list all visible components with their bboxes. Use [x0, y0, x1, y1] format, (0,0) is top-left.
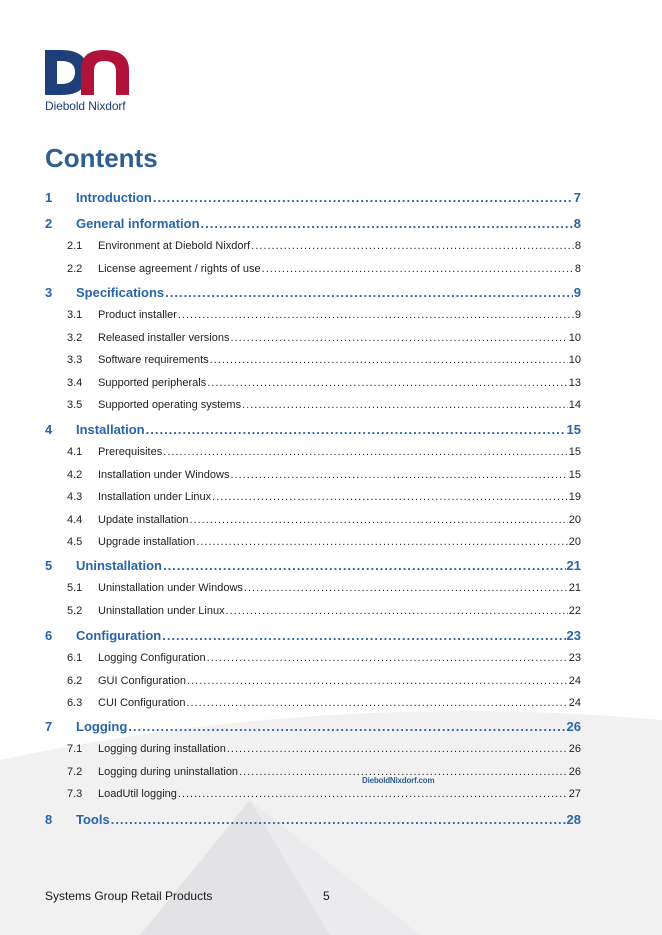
- toc-section[interactable]: [67, 697, 581, 709]
- toc-section-number: 4.4: [67, 513, 83, 526]
- toc-section-number: 4.3: [67, 491, 83, 503]
- toc-leader-dots: [230, 469, 567, 481]
- toc-section-page: 21: [568, 582, 581, 594]
- toc-section-page: 15: [568, 446, 581, 458]
- toc-section-title: Uninstallation under Windows: [98, 582, 243, 594]
- toc-section-page: 14: [568, 399, 581, 411]
- toc-section[interactable]: [67, 605, 581, 617]
- toc-section-title: Logging during uninstallation: [98, 765, 239, 778]
- contents-heading: Contents: [45, 143, 158, 173]
- toc-section-page: 20: [568, 513, 581, 526]
- toc-section-page: 8: [574, 262, 581, 275]
- footer-department: Systems Group Retail Products: [45, 889, 213, 903]
- toc-leader-dots: [146, 422, 566, 437]
- toc-section-page: 10: [568, 354, 581, 366]
- toc-leader-dots: [227, 743, 568, 755]
- toc-section-number: 5.2: [67, 604, 83, 617]
- toc-section[interactable]: [67, 743, 581, 755]
- toc-leader-dots: [226, 605, 568, 617]
- toc-chapter-number: 1: [45, 190, 53, 205]
- toc-section-page: 8: [574, 240, 581, 252]
- toc-leader-dots: [153, 190, 573, 205]
- toc-section-number: 7.1: [67, 743, 83, 755]
- toc-section[interactable]: [67, 788, 581, 800]
- toc-section-number: 5.1: [67, 582, 83, 594]
- toc-section-number: 3.3: [67, 354, 83, 366]
- toc-leader-dots: [186, 697, 567, 709]
- toc-section-title: Logging during installation: [98, 743, 226, 755]
- toc-chapter-title: Logging: [76, 719, 128, 734]
- toc-chapter-title: Introduction: [76, 190, 152, 205]
- toc-chapter-number: 4: [45, 422, 53, 437]
- toc-section-number: 6.1: [67, 652, 83, 664]
- toc-section-page: 23: [568, 652, 581, 664]
- toc-section-number: 2.1: [67, 240, 83, 252]
- toc-section-number: 4.2: [67, 468, 83, 481]
- toc-section-title: LoadUtil logging: [98, 788, 177, 800]
- toc-section-title: Supported peripherals: [98, 376, 207, 389]
- toc-section-title: Product installer: [98, 309, 177, 321]
- brand-name: Diebold Nixdorf: [45, 99, 126, 113]
- toc-section-title: Upgrade installation: [98, 536, 196, 548]
- toc-section-title: Logging Configuration: [98, 652, 206, 664]
- toc-section[interactable]: [67, 582, 581, 594]
- toc-chapter-number: 8: [45, 812, 53, 827]
- toc-section-page: 9: [574, 309, 581, 321]
- toc-section[interactable]: [67, 263, 581, 275]
- toc-section-page: 13: [568, 376, 581, 389]
- toc-section-title: CUI Configuration: [98, 697, 186, 709]
- toc-section-number: 3.1: [67, 309, 83, 321]
- toc-leader-dots: [201, 216, 573, 231]
- toc-chapter-page: 28: [566, 812, 581, 827]
- toc-section-title: Environment at Diebold Nixdorf: [98, 240, 251, 252]
- toc-section-title: Released installer versions: [98, 331, 230, 344]
- toc-chapter[interactable]: [45, 558, 581, 573]
- toc-section-page: 20: [568, 536, 581, 548]
- toc-chapter-number: 5: [45, 558, 53, 573]
- toc-leader-dots: [187, 675, 568, 687]
- toc-section-title: License agreement / rights of use: [98, 262, 261, 275]
- toc-leader-dots: [251, 240, 574, 252]
- toc-leader-dots: [210, 354, 568, 366]
- toc-section[interactable]: [67, 514, 581, 526]
- toc-leader-dots: [207, 377, 568, 389]
- toc-leader-dots: [262, 263, 574, 275]
- toc-section-number: 6.3: [67, 697, 83, 709]
- toc-section[interactable]: [67, 469, 581, 481]
- toc-section-page: 27: [568, 788, 581, 800]
- toc-section-page: 24: [568, 674, 581, 687]
- toc-section-title: Supported operating systems: [98, 399, 242, 411]
- toc-section[interactable]: [67, 446, 581, 458]
- toc-chapter-page: 23: [566, 628, 581, 643]
- toc-chapter-title: Installation: [76, 422, 145, 437]
- toc-section-page: 22: [568, 604, 581, 617]
- toc-section-number: 2.2: [67, 262, 83, 275]
- toc-chapter-page: 9: [573, 285, 581, 300]
- toc-leader-dots: [212, 491, 568, 503]
- toc-leader-dots: [165, 285, 573, 300]
- toc-section[interactable]: [67, 332, 581, 344]
- toc-leader-dots: [178, 309, 574, 321]
- toc-section-number: 3.2: [67, 331, 83, 344]
- toc-section-page: 19: [568, 491, 581, 503]
- toc-section[interactable]: [67, 536, 581, 548]
- toc-chapter[interactable]: [45, 719, 581, 734]
- footer-page-number: 5: [323, 889, 330, 903]
- toc-section[interactable]: [67, 309, 581, 321]
- toc-section-number: 4.5: [67, 536, 83, 548]
- toc-chapter-number: 6: [45, 628, 53, 643]
- toc-leader-dots: [190, 514, 568, 526]
- toc-chapter-title: Tools: [76, 812, 110, 827]
- toc-section-title: Installation under Linux: [98, 491, 212, 503]
- toc-chapter-title: General information: [76, 216, 200, 231]
- toc-chapter[interactable]: [45, 285, 581, 300]
- toc-section-page: 26: [568, 743, 581, 755]
- toc-section-number: 7.2: [67, 765, 83, 778]
- toc-chapter-title: Configuration: [76, 628, 162, 643]
- toc-chapter-page: 7: [573, 190, 581, 205]
- toc-section-title: Installation under Windows: [98, 468, 230, 481]
- toc-chapter-page: 21: [566, 558, 581, 573]
- toc-section[interactable]: [67, 766, 581, 778]
- toc-section-page: 10: [568, 331, 581, 344]
- toc-leader-dots: [244, 582, 568, 594]
- toc-chapter-number: 3: [45, 285, 53, 300]
- toc-leader-dots: [162, 628, 565, 643]
- toc-chapter-page: 8: [573, 216, 581, 231]
- toc-section[interactable]: [67, 491, 581, 503]
- toc-section-title: Update installation: [98, 513, 189, 526]
- toc-chapter-number: 7: [45, 719, 53, 734]
- toc-section-title: Software requirements: [98, 354, 209, 366]
- toc-section[interactable]: [67, 240, 581, 252]
- toc-section-number: 3.5: [67, 399, 83, 411]
- toc-section[interactable]: [67, 652, 581, 664]
- toc-leader-dots: [111, 812, 566, 827]
- website-watermark: DieboldNixdorf.com: [362, 776, 435, 785]
- toc-section[interactable]: [67, 399, 581, 411]
- toc-section[interactable]: [67, 354, 581, 366]
- toc-leader-dots: [178, 788, 568, 800]
- toc-chapter-page: 26: [566, 719, 581, 734]
- toc-leader-dots: [128, 719, 565, 734]
- toc-section-page: 26: [568, 765, 581, 778]
- toc-section-number: 3.4: [67, 376, 83, 389]
- toc-leader-dots: [242, 399, 568, 411]
- toc-leader-dots: [163, 558, 566, 573]
- toc-chapter[interactable]: [45, 422, 581, 437]
- toc-section[interactable]: [67, 675, 581, 687]
- toc-chapter[interactable]: [45, 628, 581, 643]
- toc-leader-dots: [196, 536, 568, 548]
- toc-chapter[interactable]: [45, 216, 581, 231]
- toc-section-number: 4.1: [67, 446, 83, 458]
- toc-chapter[interactable]: [45, 190, 581, 205]
- toc-section-title: Uninstallation under Linux: [98, 604, 225, 617]
- toc-chapter-title: Specifications: [76, 285, 165, 300]
- toc-section-title: Prerequisites: [98, 446, 163, 458]
- toc-leader-dots: [230, 332, 567, 344]
- toc-section-page: 24: [568, 697, 581, 709]
- toc-leader-dots: [163, 446, 568, 458]
- toc-section-page: 15: [568, 468, 581, 481]
- toc-leader-dots: [207, 652, 568, 664]
- toc-chapter-number: 2: [45, 216, 53, 231]
- toc-section-number: 6.2: [67, 674, 83, 687]
- toc-chapter[interactable]: [45, 812, 581, 827]
- toc-chapter-page: 15: [566, 422, 581, 437]
- toc-section-title: GUI Configuration: [98, 674, 187, 687]
- toc-section[interactable]: [67, 377, 581, 389]
- toc-chapter-title: Uninstallation: [76, 558, 162, 573]
- toc-section-number: 7.3: [67, 788, 83, 800]
